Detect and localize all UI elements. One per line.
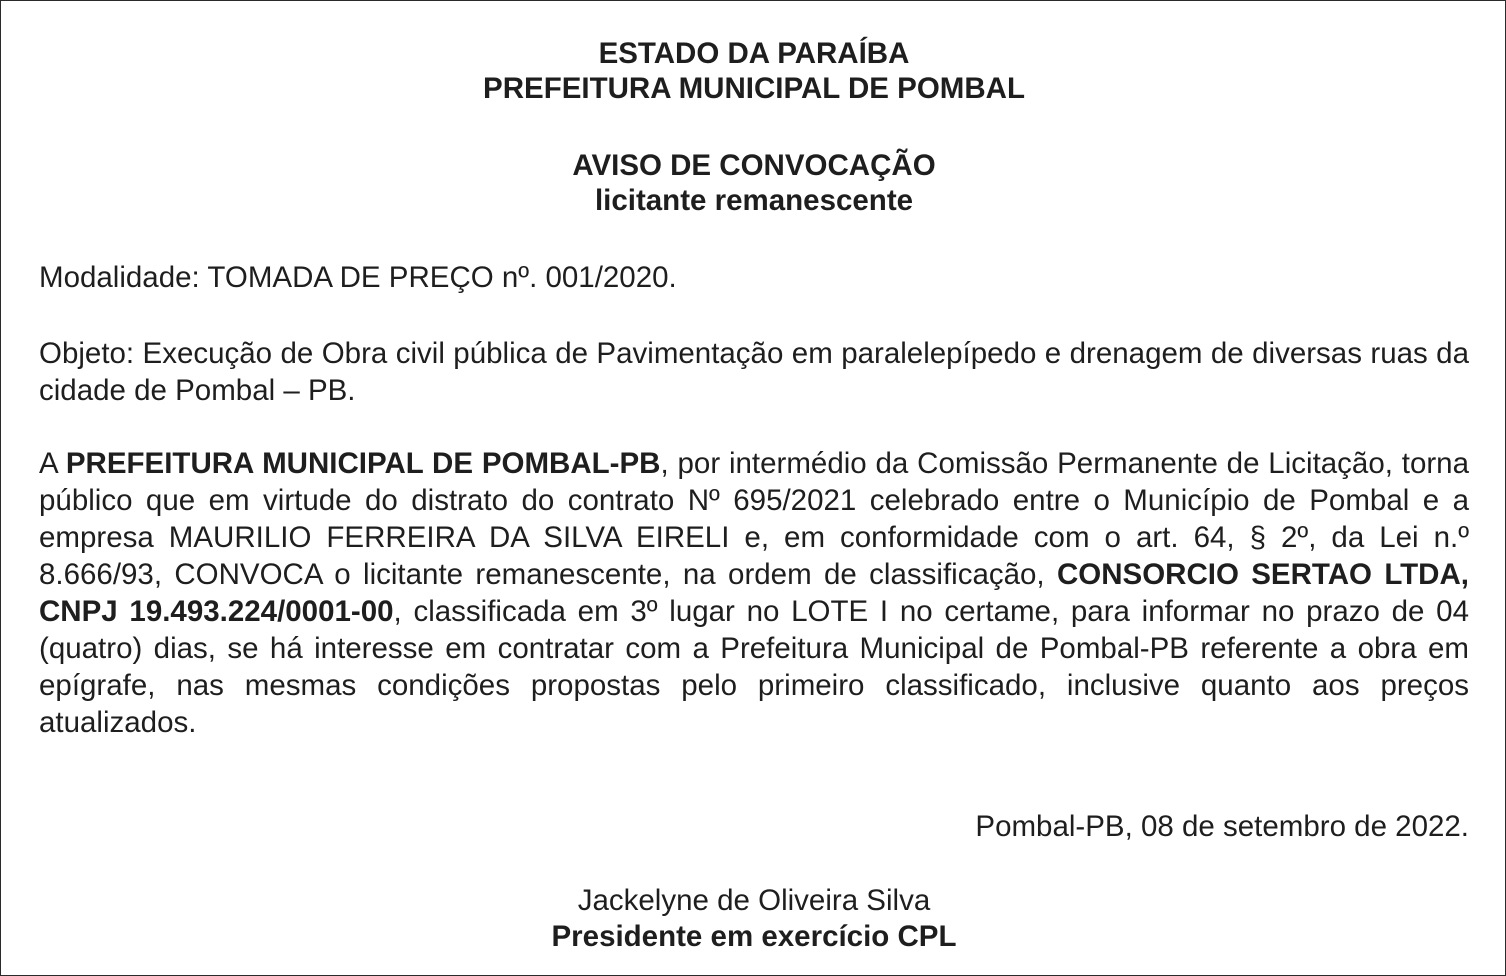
- objeto-paragraph: Objeto: Execução de Obra civil pública de Pavimentação em paralelepípedo e drenagem de diversas ruas da cidade de Pombal – PB.: [39, 337, 1469, 407]
- notice-title: AVISO DE CONVOCAÇÃO: [572, 149, 936, 182]
- modalidade-paragraph: Modalidade: TOMADA DE PREÇO nº. 001/2020.: [39, 261, 677, 294]
- body-text-3: , classificada em 3º lugar no LOTE I no certame, para informar no prazo de 04 (quatro) dias, se há interesse em contratar com a Prefeitura Municipal de Pombal-PB referente a obra em epígrafe, nas mesmas condições propostas pelo primeiro classificado, inclusive quanto aos preços atualizados.: [39, 595, 1469, 739]
- notice-title-block: [39, 148, 1469, 218]
- signature-block: [39, 883, 1469, 955]
- body-bold-prefeitura: PREFEITURA MUNICIPAL DE POMBAL-PB: [65, 447, 661, 480]
- signature-role: Presidente em exercício CPL: [551, 920, 957, 953]
- municipality-heading: PREFEITURA MUNICIPAL DE POMBAL: [483, 72, 1025, 105]
- header-block: [39, 36, 1469, 106]
- notice-subtitle: licitante remanescente: [594, 184, 914, 217]
- date-line: Pombal-PB, 08 de setembro de 2022.: [975, 810, 1469, 843]
- state-heading: ESTADO DA PARAÍBA: [598, 37, 910, 70]
- body-bold-consorcio: CONSORCIO SERTAO LTDA, CNPJ 19.493.224/0001-00: [39, 558, 1469, 628]
- body-paragraph: [39, 445, 1469, 741]
- signature-name: Jackelyne de Oliveira Silva: [577, 884, 931, 917]
- body-text-1: A: [39, 447, 66, 480]
- body-text-2: , por intermédio da Comissão Permanente de Licitação, torna público que em virtude do distrato do contrato Nº 695/2021 celebrado entre o Município de Pombal e a empresa MAURILIO FERREIRA DA SILVA EIRELI e, em conformidade com o art. 64, § 2º, da Lei n.º 8.666/93, CONVOCA o licitante remanescente, na ordem de classificação,: [39, 447, 1469, 591]
